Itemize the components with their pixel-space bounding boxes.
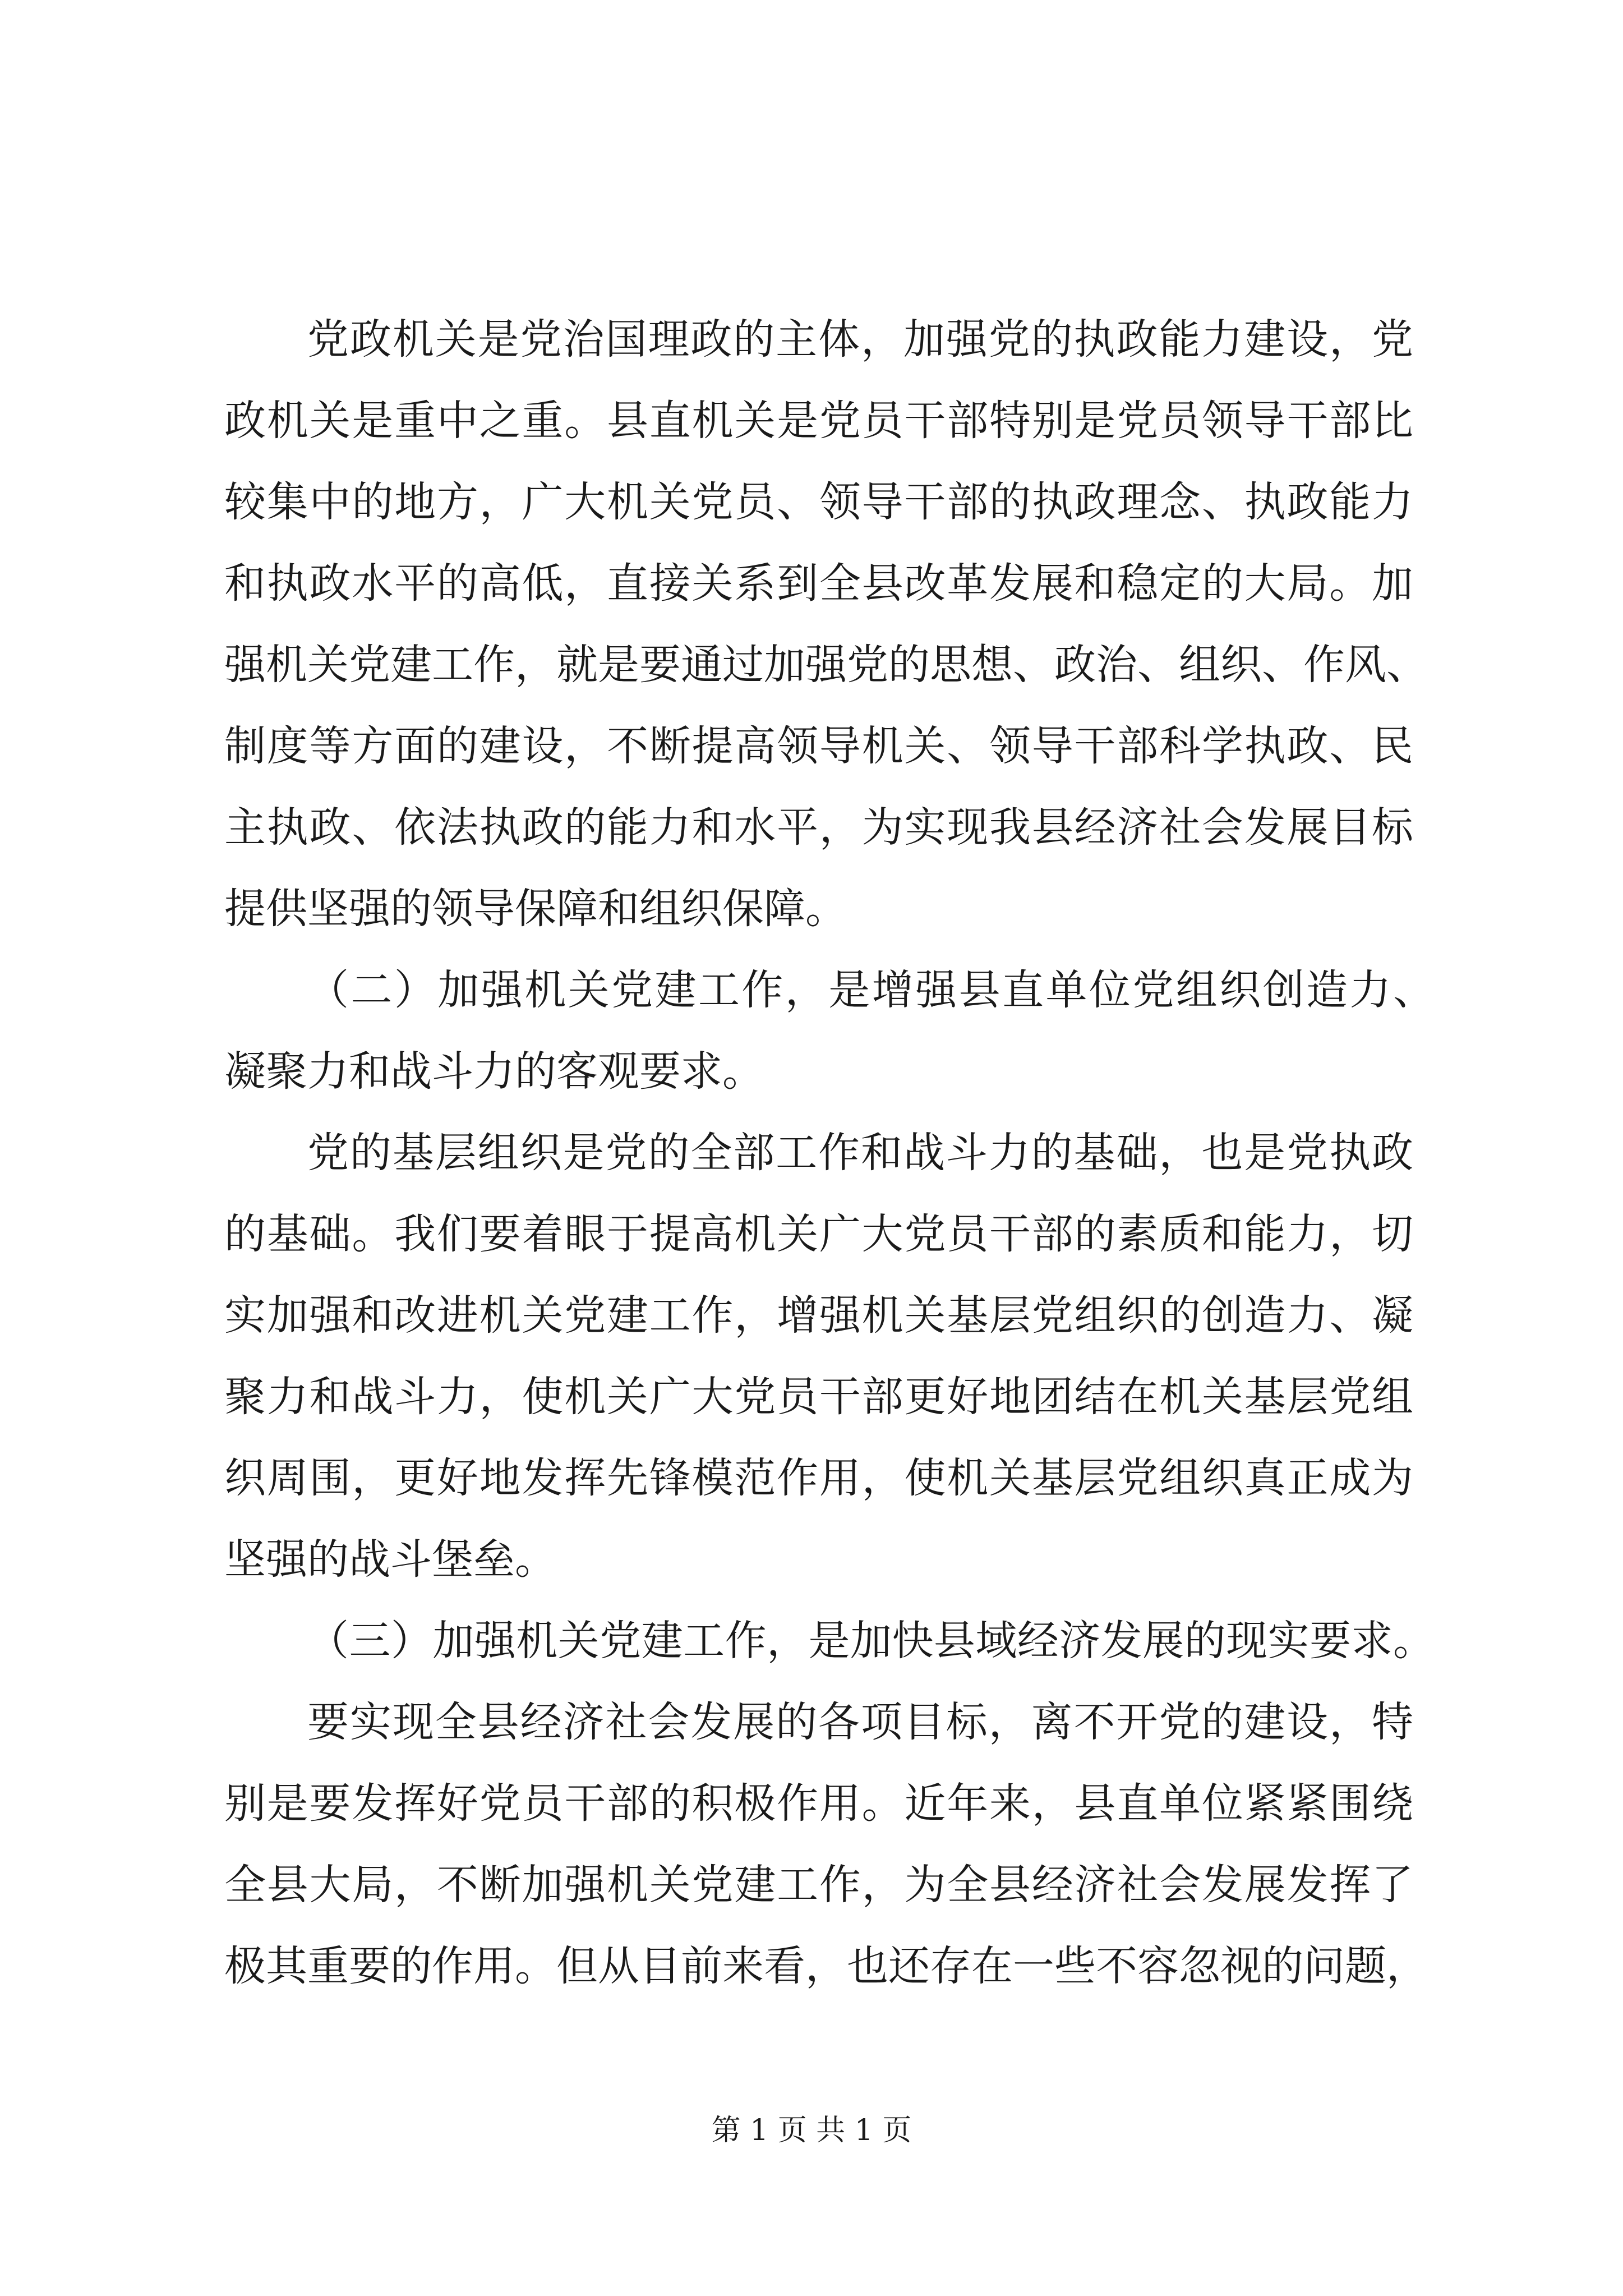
text-line: 织周围，更好地发挥先锋模范作用，使机关基层党组织真正成为 xyxy=(224,1454,1413,1502)
text-line: 的基础。我们要着眼于提高机关广大党员干部的素质和能力，切 xyxy=(224,1210,1413,1258)
heading-line: 凝聚力和战斗力的客观要求。 xyxy=(224,1047,764,1096)
page-footer: 第 1 页 共 1 页 xyxy=(711,2114,912,2147)
text-line: 坚强的战斗堡垒。 xyxy=(224,1535,556,1584)
heading-line: （二）加强机关党建工作，是增强县直单位党组织创造力、 xyxy=(307,966,1435,1014)
text-line: 强机关党建工作，就是要通过加强党的思想、政治、组织、作风、 xyxy=(224,641,1428,689)
heading-line: （三）加强机关党建工作，是加快县域经济发展的现实要求。 xyxy=(307,1617,1435,1665)
text-line: 较集中的地方，广大机关党员、领导干部的执政理念、执政能力 xyxy=(224,478,1413,526)
text-line: 主执政、依法执政的能力和水平，为实现我县经济社会发展目标 xyxy=(224,803,1413,852)
text-line: 政机关是重中之重。县直机关是党员干部特别是党员领导干部比 xyxy=(224,397,1413,445)
text-line: 党的基层组织是党的全部工作和战斗力的基础，也是党执政 xyxy=(307,1129,1413,1177)
text-line: 和执政水平的高低，直接关系到全县改革发展和稳定的大局。加 xyxy=(224,559,1413,608)
text-line: 实加强和改进机关党建工作，增强机关基层党组织的创造力、凝 xyxy=(224,1291,1413,1340)
text-line: 制度等方面的建设，不断提高领导机关、领导干部科学执政、民 xyxy=(224,722,1413,770)
text-line: 别是要发挥好党员干部的积极作用。近年来，县直单位紧紧围绕 xyxy=(224,1779,1413,1828)
text-line: 提供坚强的领导保障和组织保障。 xyxy=(224,885,847,933)
text-line: 党政机关是党治国理政的主体，加强党的执政能力建设，党 xyxy=(307,315,1413,364)
text-line: 极其重要的作用。但从目前来看，也还存在一些不容忽视的问题， xyxy=(224,1942,1428,1990)
text-line: 要实现全县经济社会发展的各项目标，离不开党的建设，特 xyxy=(307,1698,1413,1746)
text-line: 全县大局，不断加强机关党建工作，为全县经济社会发展发挥了 xyxy=(224,1861,1413,1909)
text-line: 聚力和战斗力，使机关广大党员干部更好地团结在机关基层党组 xyxy=(224,1373,1413,1421)
